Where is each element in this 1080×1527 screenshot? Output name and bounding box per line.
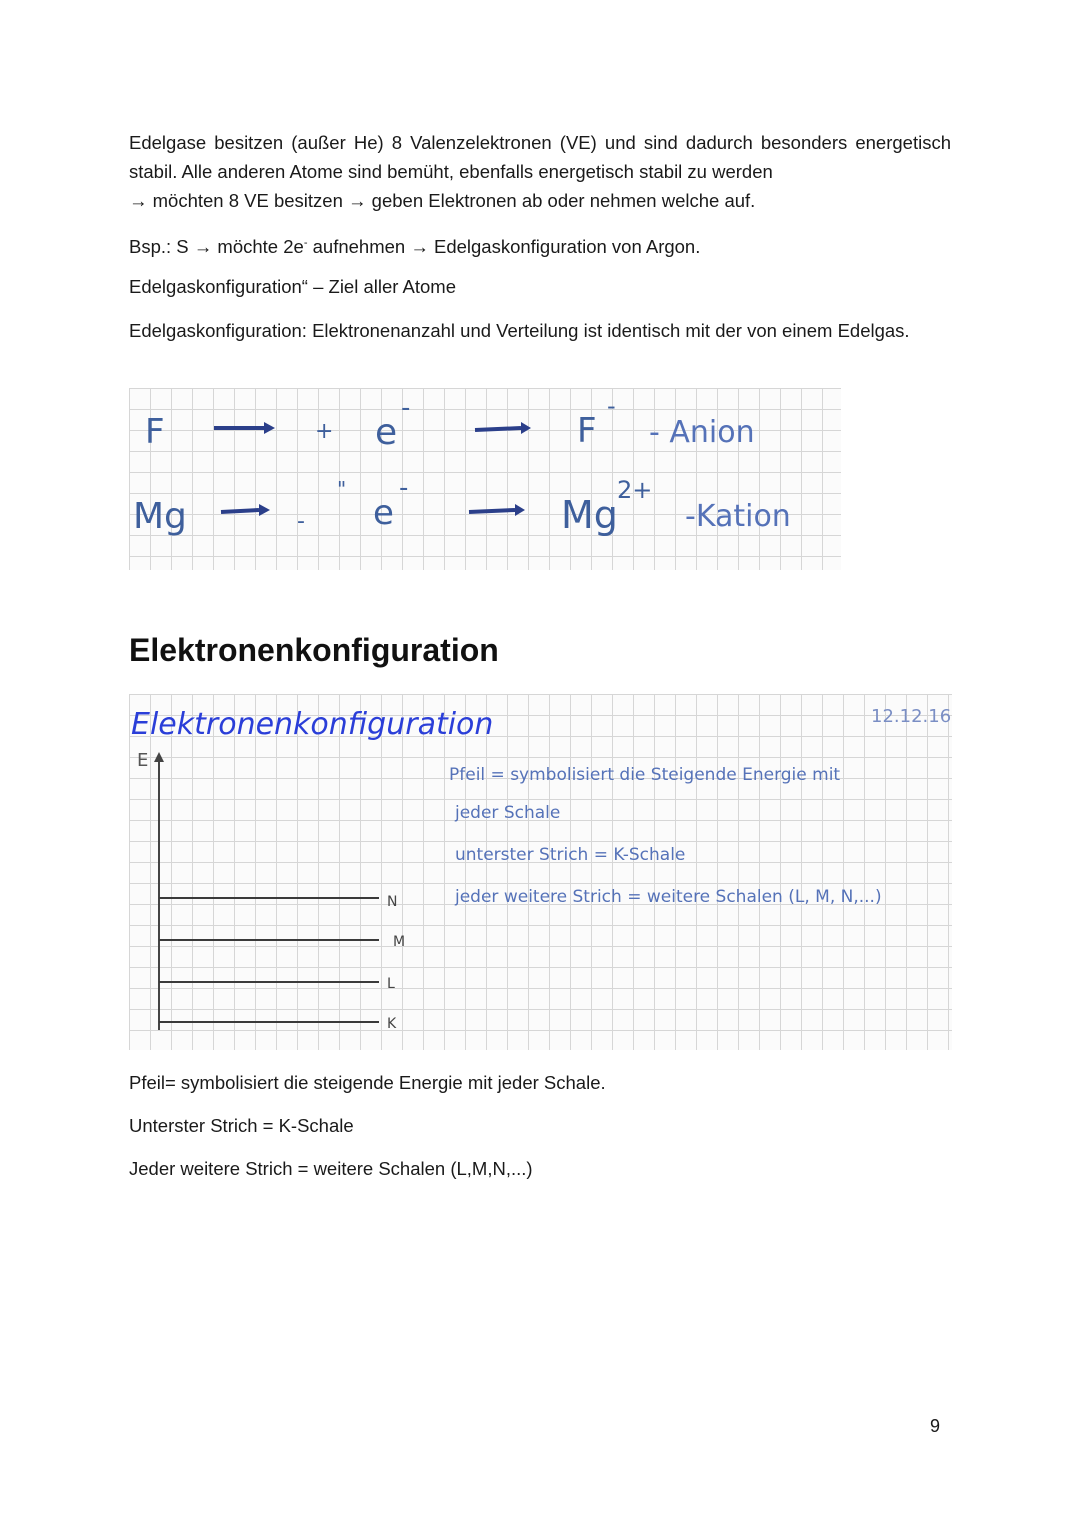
example-line: Bsp.: S → möchte 2e- aufnehmen → Edelgaskonfiguration von Argon. xyxy=(129,236,701,258)
sketch-note: unterster Strich = K-Schale xyxy=(455,845,686,865)
sketch-title: Elektronenkonfiguration xyxy=(131,707,494,742)
shell-label: M xyxy=(393,934,406,950)
arrow-icon: → xyxy=(193,236,213,258)
kation-label: -Kation xyxy=(685,499,791,534)
product-charge: - xyxy=(607,392,616,420)
atom-f: F xyxy=(145,412,165,452)
reaction-arrow xyxy=(475,428,521,430)
reaction-arrow xyxy=(221,510,259,512)
sketch-note: jeder weitere Strich = weitere Schalen (L, M, N,...) xyxy=(455,887,882,907)
sketch-date: 12.12.16 xyxy=(871,706,952,727)
electron-symbol: e xyxy=(373,493,394,533)
config-sketch xyxy=(129,694,952,1050)
plus-sign: + xyxy=(315,419,334,444)
product-mg: Mg xyxy=(561,493,618,537)
arrow-icon: → xyxy=(410,236,429,258)
electron-charge: - xyxy=(399,473,409,503)
summary-line: Unterster Strich = K-Schale xyxy=(129,1115,354,1136)
arrow-head xyxy=(259,504,270,516)
summary-line: Pfeil= symbolisiert die steigende Energie mit jeder Schale. xyxy=(129,1072,606,1093)
sketch-note: Pfeil = symbolisiert die Steigende Energie mit xyxy=(449,765,841,785)
arrow-icon: → xyxy=(129,190,148,211)
summary-line: Jeder weitere Strich = weitere Schalen (L,M,N,...) xyxy=(129,1158,533,1179)
shell-label: N xyxy=(387,894,398,910)
anion-label: - Anion xyxy=(649,415,755,450)
electron-charge: - xyxy=(401,393,411,423)
arrow-head xyxy=(264,422,275,434)
atom-mg: Mg xyxy=(133,496,187,537)
reaction-arrow xyxy=(469,510,515,512)
arrow-head xyxy=(515,504,525,516)
arrow-line: → möchten 8 VE besitzen → geben Elektronen ab oder nehmen welche auf. xyxy=(129,190,756,211)
arrow-head xyxy=(521,422,531,434)
arrow-up-icon xyxy=(154,752,164,762)
energy-axis-label: E xyxy=(137,750,149,771)
product-charge: 2+ xyxy=(617,476,653,504)
ion-sketch xyxy=(129,388,841,570)
page-number: 9 xyxy=(930,1416,941,1436)
shell-label: K xyxy=(387,1016,397,1032)
electron-symbol: e xyxy=(375,412,398,453)
goal-line: Edelgaskonfiguration“ – Ziel aller Atome xyxy=(129,276,457,297)
sketch-note: jeder Schale xyxy=(455,803,561,823)
section-heading: Elektronenkonfiguration xyxy=(129,632,499,668)
intro-paragraph: Edelgase besitzen (außer He) 8 Valenzelektronen (VE) und sind dadurch besonders energetisch stabil. Alle anderen Atome sind bemüht, ebenfalls energetisch stabil zu werden → möchten 8 VE besitzen → geben Elektronen ab oder nehmen welche auf. xyxy=(129,132,951,211)
definition-line: Edelgaskonfiguration: Elektronenanzahl und Verteilung ist identisch mit der von einem Edelgas. xyxy=(129,320,910,341)
arrow-icon: → xyxy=(348,190,367,211)
minus-sign: - xyxy=(297,509,305,534)
product-f: F xyxy=(577,411,597,451)
count-mark: " xyxy=(337,477,347,501)
shell-label: L xyxy=(387,976,395,992)
